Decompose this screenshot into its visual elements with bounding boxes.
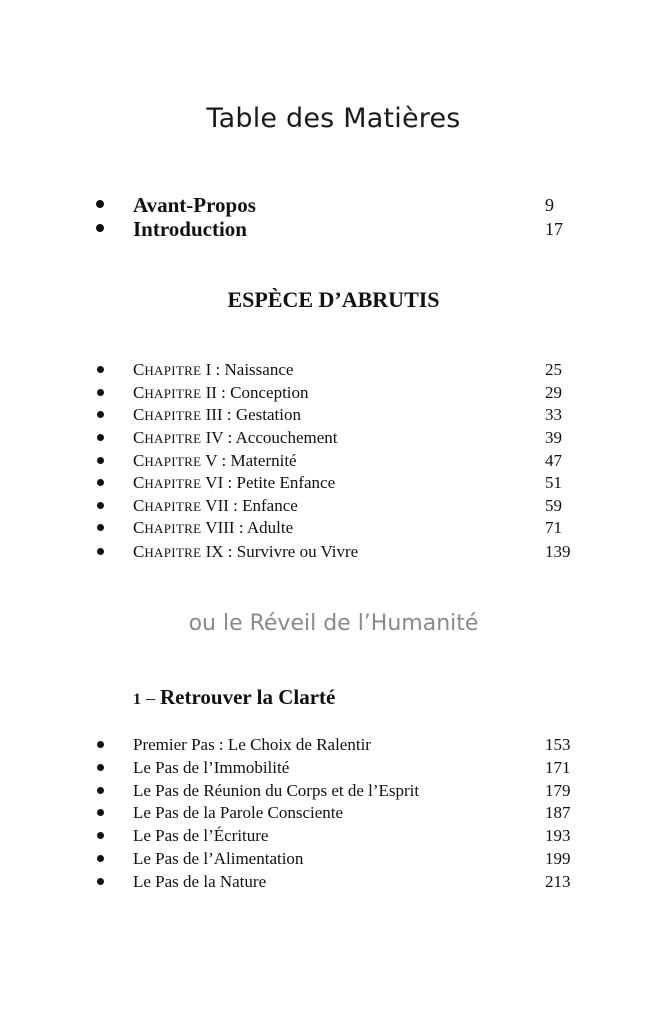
bullet-icon (97, 366, 104, 373)
chapter-word: HAPITRE (144, 408, 202, 423)
chapter-entry (0, 518, 667, 542)
chapter-word: HAPITRE (144, 499, 202, 514)
entry-label: Le Pas de la Parole Consciente (133, 803, 344, 822)
entry-page: 47 (545, 451, 562, 470)
step-entry (0, 826, 667, 850)
chapter-entry (0, 473, 667, 497)
entry-page: 51 (545, 473, 562, 492)
step-entry (0, 849, 667, 873)
entry-page: 39 (545, 428, 562, 447)
entry-label: Le Pas de la Nature (133, 872, 267, 891)
bullet-icon (97, 809, 104, 816)
step-entry (0, 803, 667, 827)
chapter-entry (0, 496, 667, 520)
toc-entry-avant-propos (0, 193, 667, 217)
entry-page: 33 (545, 405, 562, 424)
entry-page: 179 (545, 781, 571, 800)
chapter-entry (0, 360, 667, 384)
entry-page: 71 (545, 518, 562, 537)
chapter-number: VII (205, 496, 229, 515)
chapter-title: Survivre ou Vivre (236, 542, 359, 561)
chapter-number: VIII (205, 518, 235, 537)
entry-page: 153 (545, 735, 571, 754)
chapter-title: Naissance (224, 360, 294, 379)
section-dash: – (146, 688, 155, 708)
part-heading: ESPÈCE D’ABRUTIS (227, 287, 440, 312)
entry-label: Le Pas de Réunion du Corps et de l’Esprit (133, 781, 420, 800)
entry-page: 25 (545, 360, 562, 379)
bullet-icon (97, 479, 104, 486)
chapter-number: IX (205, 542, 224, 561)
entry-label: Premier Pas : Le Choix de Ralentir (133, 735, 371, 754)
chapter-label: CHAPITRE VIII : Adulte (133, 518, 294, 537)
bullet-icon (97, 832, 104, 839)
chapter-label: CHAPITRE VI : Petite Enfance (133, 473, 336, 492)
entry-label: Le Pas de l’Écriture (133, 826, 269, 845)
chapter-label: CHAPITRE I : Naissance (133, 360, 294, 379)
chapter-word: HAPITRE (144, 454, 202, 469)
bullet-icon (97, 855, 104, 862)
toc-title: Table des Matières (206, 103, 461, 134)
section-number: 1 (133, 691, 141, 708)
chapter-number: III (205, 405, 223, 424)
chapter-title: Accouchement (235, 428, 338, 447)
entry-page: 139 (545, 542, 571, 561)
bullet-icon (97, 389, 104, 396)
chapter-entry (0, 428, 667, 452)
chapter-title: Enfance (242, 496, 298, 515)
entry-page: 171 (545, 758, 571, 777)
chapter-number: IV (205, 428, 224, 447)
chapter-number: VI (205, 473, 224, 492)
chapter-entry (0, 383, 667, 407)
chapter-label: CHAPITRE II : Conception (133, 383, 309, 402)
step-entry (0, 781, 667, 805)
part-subtitle: ou le Réveil de l’Humanité (188, 611, 479, 636)
chapter-title: Maternité (230, 451, 297, 470)
entry-label: Avant-Propos (133, 193, 256, 217)
chapter-title: Petite Enfance (236, 473, 336, 492)
chapter-entry (0, 451, 667, 475)
chapter-title: Conception (230, 383, 309, 402)
chapter-word: HAPITRE (144, 545, 202, 560)
bullet-icon (97, 548, 104, 555)
bullet-icon (97, 457, 104, 464)
chapter-label: CHAPITRE IV : Accouchement (133, 428, 338, 447)
chapter-number: V (205, 451, 218, 470)
chapter-entry (0, 542, 667, 566)
entry-label: Le Pas de l’Alimentation (133, 849, 304, 868)
entry-page: 187 (545, 803, 571, 822)
chapter-label: CHAPITRE VII : Enfance (133, 496, 298, 515)
entry-page: 17 (545, 219, 563, 239)
bullet-icon (97, 764, 104, 771)
bullet-icon (97, 524, 104, 531)
bullet-icon (96, 224, 104, 232)
chapter-word: HAPITRE (144, 431, 202, 446)
entry-page: 29 (545, 383, 562, 402)
entry-label: Le Pas de l’Immobilité (133, 758, 290, 777)
chapter-label: CHAPITRE IX : Survivre ou Vivre (133, 542, 359, 561)
entry-page: 193 (545, 826, 571, 845)
chapter-title: Gestation (235, 405, 301, 424)
step-entry (0, 735, 667, 759)
chapter-word: HAPITRE (144, 476, 202, 491)
entry-label: Introduction (133, 217, 247, 241)
chapter-number: II (205, 383, 217, 402)
entry-page: 9 (545, 195, 554, 215)
chapter-title: Adulte (246, 518, 294, 537)
bullet-icon (97, 502, 104, 509)
bullet-icon (96, 200, 104, 208)
chapter-word: HAPITRE (144, 521, 202, 536)
chapter-word: HAPITRE (144, 386, 202, 401)
entry-page: 213 (545, 872, 571, 891)
entry-page: 199 (545, 849, 571, 868)
chapter-number: I (205, 360, 212, 379)
chapter-word: HAPITRE (144, 363, 202, 378)
bullet-icon (97, 878, 104, 885)
bullet-icon (97, 434, 104, 441)
section-heading (133, 685, 335, 710)
step-entry (0, 758, 667, 782)
bullet-icon (97, 741, 104, 748)
section-title: Retrouver la Clarté (160, 685, 336, 709)
entry-page: 59 (545, 496, 562, 515)
toc-entry-introduction (0, 217, 667, 241)
bullet-icon (97, 411, 104, 418)
bullet-icon (97, 787, 104, 794)
chapter-label: CHAPITRE V : Maternité (133, 451, 297, 470)
chapter-label: CHAPITRE III : Gestation (133, 405, 301, 424)
step-entry (0, 872, 667, 896)
chapter-entry (0, 405, 667, 429)
